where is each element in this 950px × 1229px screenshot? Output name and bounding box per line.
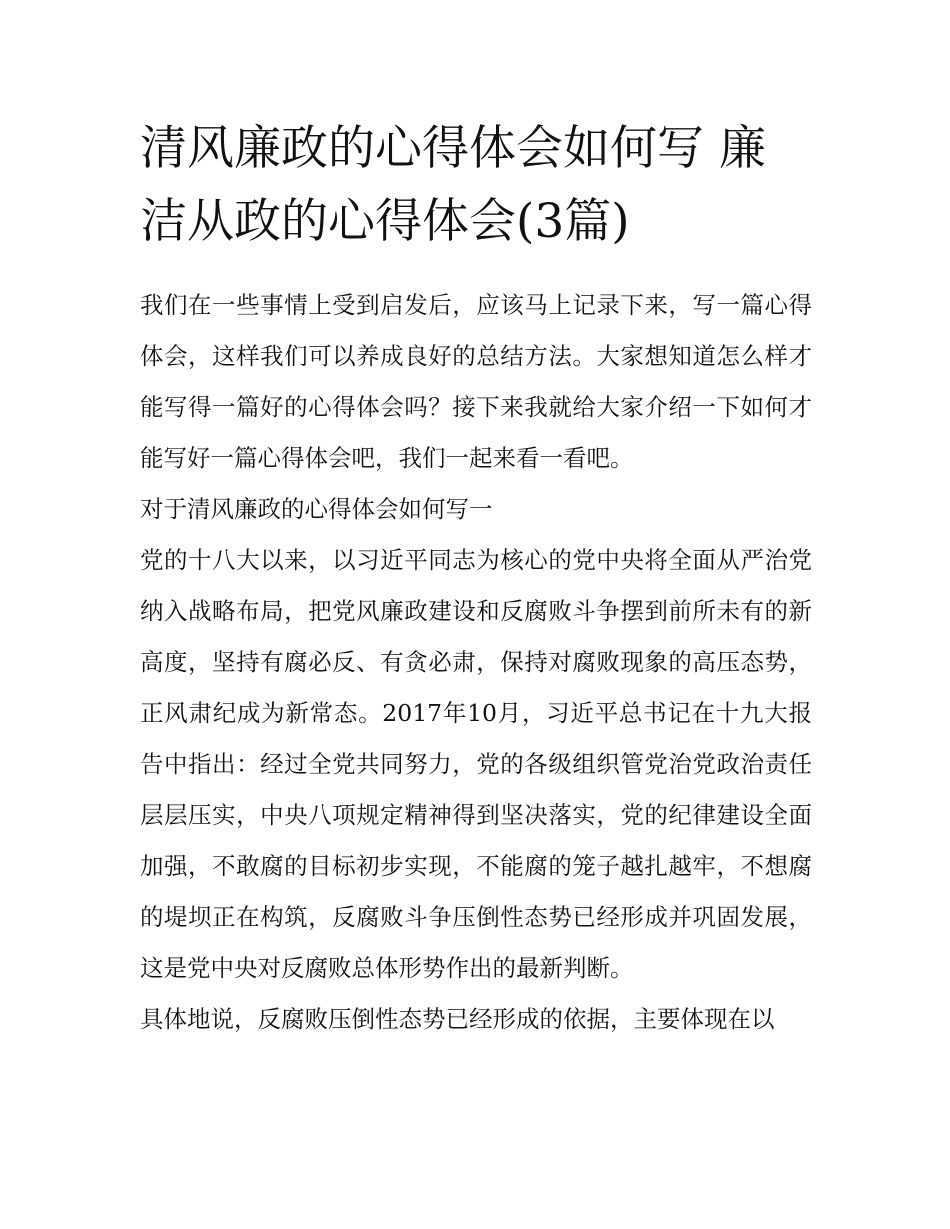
body-paragraph: 党的十八大以来，以习近平同志为核心的党中央将全面从严治党纳入战略布局，把党风廉政建设和反腐败斗争摆到前所未有的新高度，坚持有腐必反、有贪必肃，保持对腐败现象的高压态势，正风肃纪成为新常态。2017年10月，习近平总书记在十九大报告中指出：经过全党共同努力，党的各级组织管党治党政治责任层层压实，中央八项规定精神得到坚决落实，党的纪律建设全面加强，不敢腐的目标初步实现，不能腐的笼子越扎越牢，不想腐的堤坝正在构筑，反腐败斗争压倒性态势已经形成并巩固发展，这是党中央对反腐败总体形势作出的最新判断。 (140, 546, 812, 982)
document-title: 清风廉政的心得体会如何写 廉洁从政的心得体会(3篇) (140, 121, 766, 249)
document-body (140, 112, 812, 1045)
intro-paragraph: 我们在一些事情上受到启发后，应该马上记录下来，写一篇心得体会，这样我们可以养成良好的总结方法。大家想知道怎么样才能写得一篇好的心得体会吗？接下来我就给大家介绍一下如何才能写好一篇心得体会吧，我们一起来看一看吧。 (140, 291, 812, 472)
body-paragraph-continued: 具体地说，反腐败压倒性态势已经形成的依据，主要体现在以 (140, 1005, 775, 1033)
section-heading: 对于清风廉政的心得体会如何写一 (140, 495, 493, 523)
